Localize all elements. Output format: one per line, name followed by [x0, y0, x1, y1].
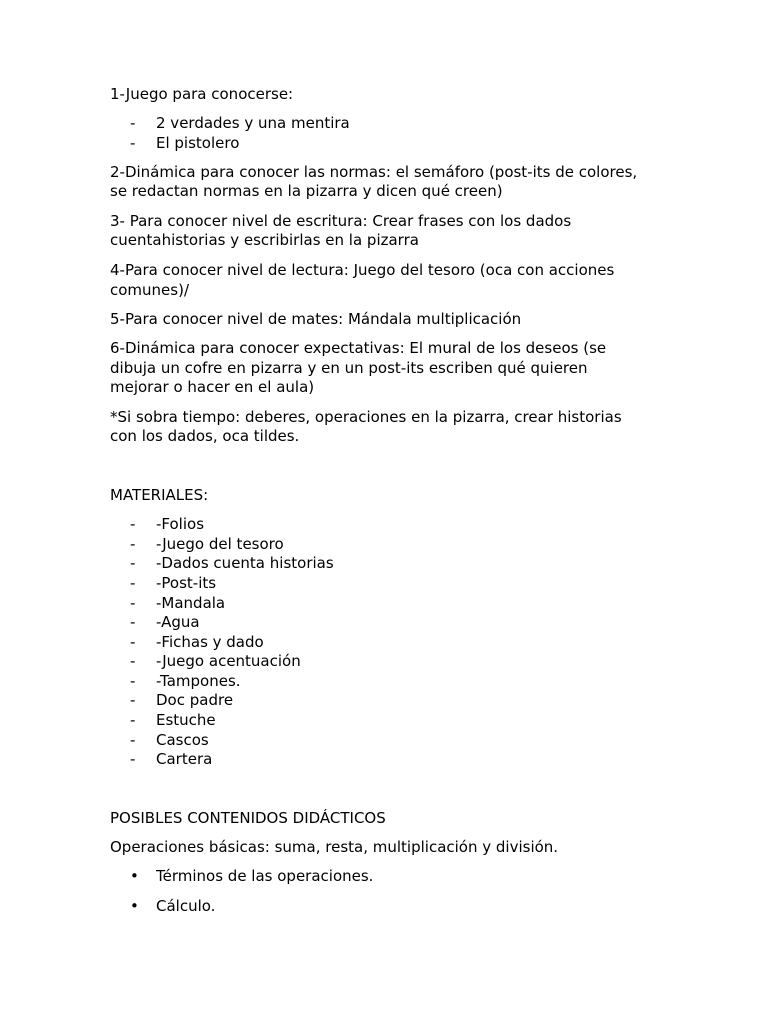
materiales-item: - -Fichas y dado: [130, 633, 264, 651]
paragraph-4-line: 4-Para conocer nivel de lectura: Juego del tesoro (oca con acciones: [110, 261, 615, 279]
paragraph-6-line: mejorar o hacer en el aula): [110, 378, 315, 396]
materiales-item: - -Dados cuenta historias: [130, 554, 334, 572]
dash-marker: -: [130, 554, 136, 572]
dash-marker: -: [130, 515, 136, 533]
materiales-item: - -Juego acentuación: [130, 652, 301, 670]
extra-time-line: con los dados, oca tildes.: [110, 427, 300, 445]
paragraph-2-line: 2-Dinámica para conocer las normas: el semáforo (post-its de colores,: [110, 163, 638, 181]
paragraph-6-line: 6-Dinámica para conocer expectativas: El mural de los deseos (se: [110, 339, 607, 357]
materiales-item: - -Tampones.: [130, 672, 241, 690]
bullet-marker: •: [130, 897, 139, 915]
materiales-item: - -Mandala: [130, 594, 226, 612]
materiales-item: - Cartera: [130, 750, 213, 768]
materiales-item: - Doc padre: [130, 691, 234, 709]
dash-marker: -: [130, 711, 136, 729]
paragraph-5-line: 5-Para conocer nivel de mates: Mándala multiplicación: [110, 310, 522, 328]
materiales-item: - -Juego del tesoro: [130, 535, 284, 553]
list-item: - 2 verdades y una mentira: [130, 114, 350, 132]
contenidos-subheading: Operaciones básicas: suma, resta, multiplicación y división.: [110, 838, 559, 856]
dash-marker: -: [130, 691, 136, 709]
dash-marker: -: [130, 114, 136, 132]
materiales-item: - Estuche: [130, 711, 216, 729]
dash-marker: -: [130, 613, 136, 631]
dash-marker: -: [130, 731, 136, 749]
materiales-item: - Cascos: [130, 731, 209, 749]
materiales-item: - -Post-its: [130, 574, 217, 592]
paragraph-3-line: cuentahistorias y escribirlas en la pizarra: [110, 231, 419, 249]
dash-marker: -: [130, 535, 136, 553]
contenidos-heading: POSIBLES CONTENIDOS DIDÁCTICOS: [110, 809, 386, 827]
list-item: - El pistolero: [130, 134, 240, 152]
dash-marker: -: [130, 594, 136, 612]
paragraph-2-line: se redactan normas en la pizarra y dicen qué creen): [110, 182, 503, 200]
materiales-heading: MATERIALES:: [110, 486, 209, 504]
contenidos-item: • Cálculo.: [130, 897, 216, 915]
dash-marker: -: [130, 574, 136, 592]
bullet-marker: •: [130, 867, 139, 885]
paragraph-3-line: 3- Para conocer nivel de escritura: Crear frases con los dados: [110, 212, 572, 230]
materiales-item: - -Folios: [130, 515, 205, 533]
dash-marker: -: [130, 633, 136, 651]
dash-marker: -: [130, 134, 136, 152]
paragraph-6-line: dibuja un cofre en pizarra y en un post-its escriben qué quieren: [110, 359, 588, 377]
materiales-item: - -Agua: [130, 613, 200, 631]
paragraph-4-line: comunes)/: [110, 281, 189, 299]
contenidos-item: • Términos de las operaciones.: [130, 867, 374, 885]
dash-marker: -: [130, 750, 136, 768]
extra-time-line: *Si sobra tiempo: deberes, operaciones en la pizarra, crear historias: [110, 408, 622, 426]
section-1-heading: 1-Juego para conocerse:: [110, 85, 294, 103]
dash-marker: -: [130, 652, 136, 670]
dash-marker: -: [130, 672, 136, 690]
